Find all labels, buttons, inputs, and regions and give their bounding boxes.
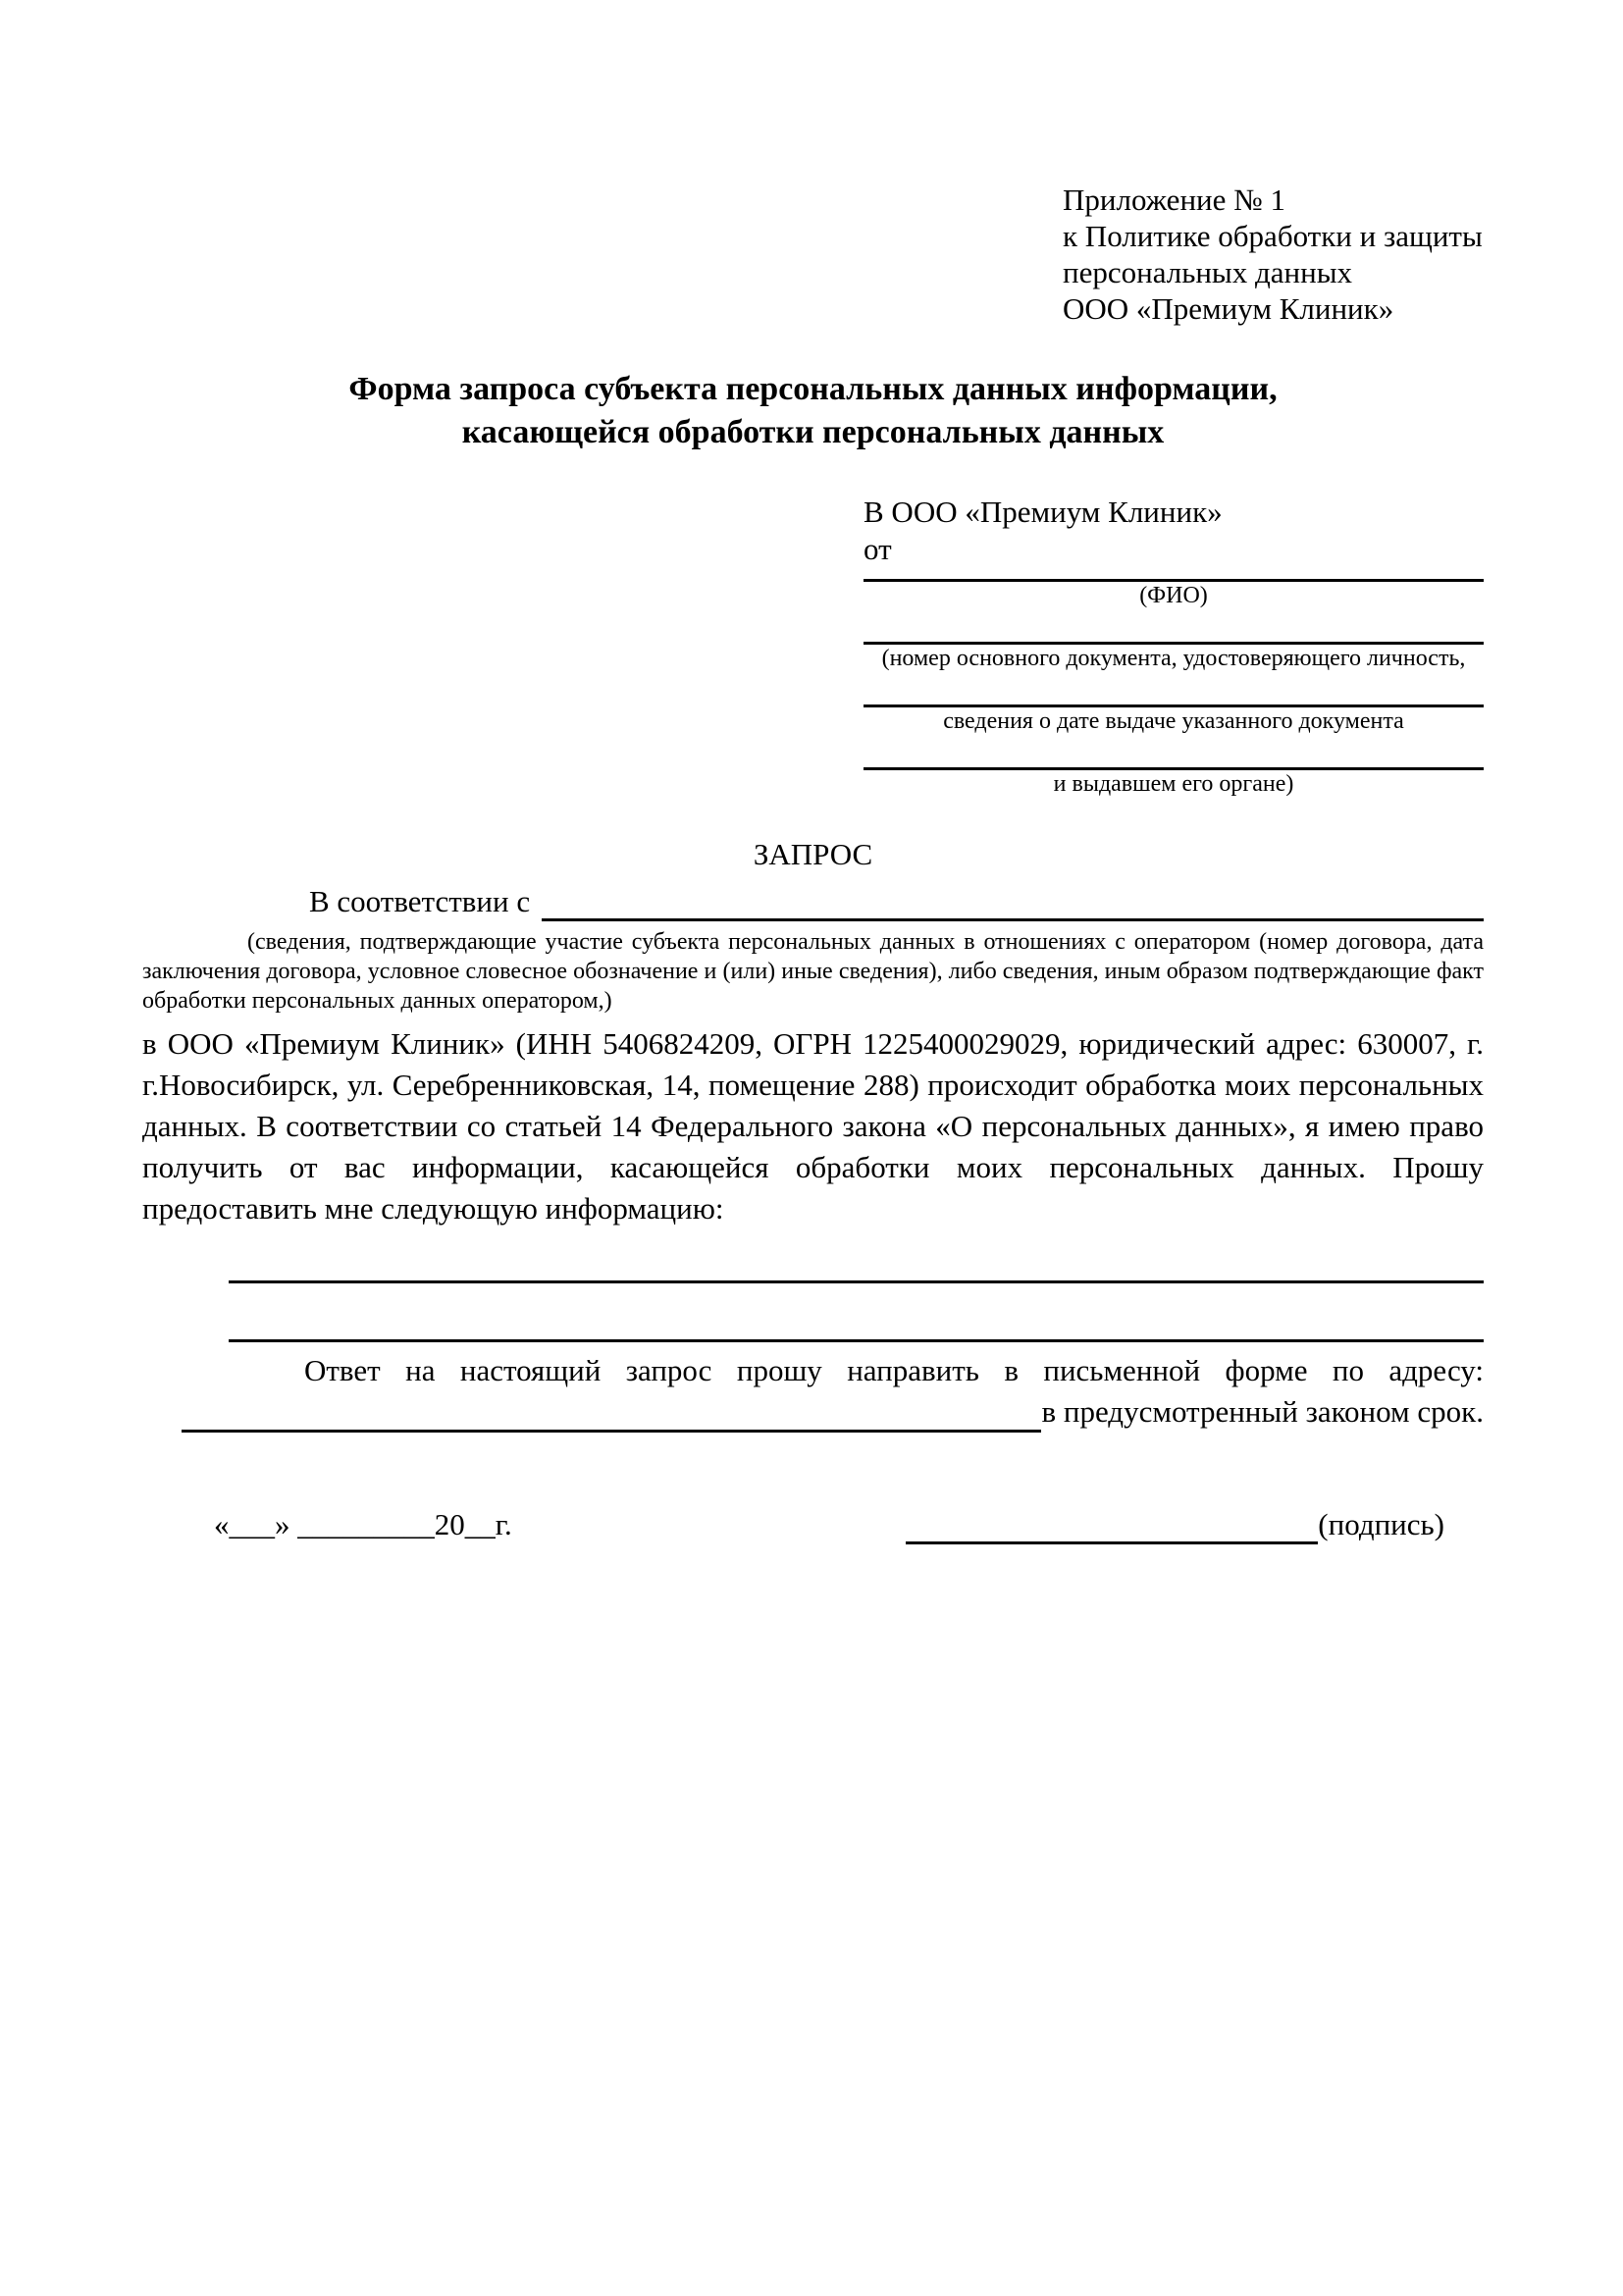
- document-number-field: [864, 631, 1484, 672]
- according-write-line: [542, 888, 1484, 921]
- explanatory-note: (сведения, подтверждающие участие субъекта персональных данных в отношениях с оператором (номер договора, дата заключения договора, условное словесное обозначение и (или) иные сведения), либо сведения, иным образом подтверждающие факт обработки персональных данных оператором,): [142, 929, 1484, 1014]
- fio-caption: (ФИО): [1139, 583, 1208, 608]
- issuing-authority-field: [864, 757, 1484, 798]
- issue-date-write-line: [864, 694, 1484, 707]
- information-write-line-2: [229, 1339, 1484, 1342]
- address-row: [142, 1391, 1484, 1433]
- address-write-line: [182, 1397, 1041, 1433]
- issue-date-caption: сведения о дате выдаче указанного документа: [943, 708, 1404, 734]
- document-title-line: Форма запроса субъекта персональных данных информации,: [348, 371, 1278, 407]
- fio-field: [864, 568, 1484, 609]
- issuing-authority-write-line: [864, 757, 1484, 770]
- appendix-header-line: к Политике обработки и защиты: [1063, 219, 1483, 253]
- signature-block: [906, 1505, 1444, 1544]
- issuing-authority-caption: и выдавшем его органе): [1053, 771, 1294, 797]
- request-body-paragraph: в ООО «Премиум Клиник» (ИНН 5406824209, ОГРН 1225400029029, юридический адрес: 630007, г. г.Новосибирск, ул. Серебренниковская, 14, помещение 288) происходит обработка моих персональных данных. В соответствии со статьей 14 Федерального закона «О персональных данных», я имею право получить от вас информации, касающейся обработки моих персональных данных. Прошу предоставить мне следующую информацию:: [142, 1026, 1484, 1226]
- according-row: [142, 882, 1484, 921]
- date-blank: «___» _________20__г.: [214, 1507, 512, 1541]
- document-title-line: касающейся обработки персональных данных: [461, 414, 1165, 450]
- addressee-block: [864, 494, 1484, 798]
- signature-caption: (подпись): [1318, 1507, 1444, 1541]
- request-heading: ЗАПРОС: [753, 837, 873, 871]
- document-number-write-line: [864, 631, 1484, 645]
- issue-date-field: [864, 694, 1484, 735]
- signature-row: [142, 1505, 1484, 1544]
- answer-suffix: в предусмотренный законом срок.: [1041, 1394, 1484, 1429]
- fio-write-line: [864, 568, 1484, 582]
- addressee-from: от: [864, 532, 892, 566]
- information-write-line-1: [229, 1280, 1484, 1283]
- according-prefix: В соответствии с: [309, 884, 531, 918]
- appendix-header-line: ООО «Премиум Клиник»: [1063, 291, 1394, 326]
- answer-sentence: Ответ на настоящий запрос прошу направить в письменной форме по адресу:: [304, 1353, 1484, 1387]
- signature-write-line: [906, 1511, 1318, 1544]
- document-title: [142, 368, 1484, 454]
- appendix-header-line: Приложение № 1: [1063, 183, 1285, 217]
- appendix-header: [1063, 182, 1484, 327]
- addressee-to: В ООО «Премиум Клиник»: [864, 495, 1223, 529]
- appendix-header-line: персональных данных: [1063, 255, 1353, 289]
- document-number-caption: (номер основного документа, удостоверяющего личность,: [881, 646, 1466, 671]
